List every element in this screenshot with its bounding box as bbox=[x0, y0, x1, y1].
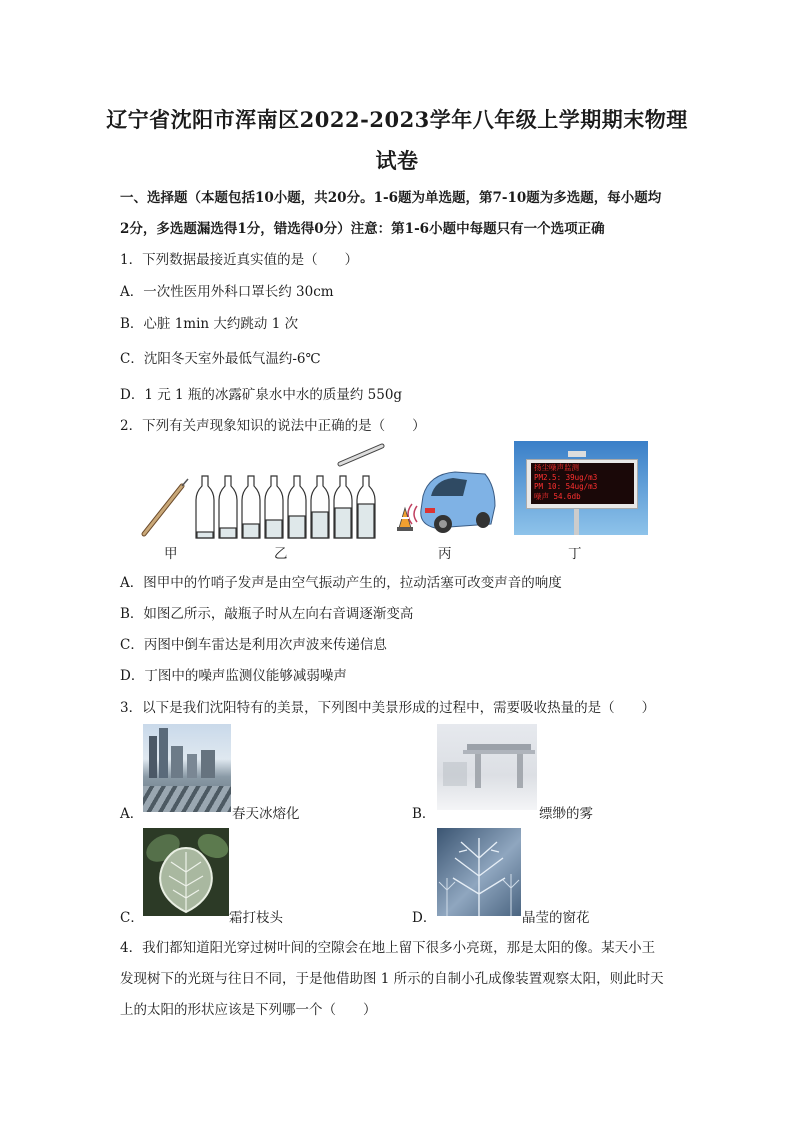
q3-stem: 3．以下是我们沈阳特有的美景，下列图中美景形成的过程中，需要吸收热量的是（ ） bbox=[120, 700, 656, 716]
q2-option-d: D．丁图中的噪声监测仪能够减弱噪声 bbox=[120, 668, 347, 684]
q3-caption-a: 春天冰熔化 bbox=[232, 806, 300, 822]
q2-option-a: A．图甲中的竹哨子发声是由空气振动产生的，拉动活塞可改变声音的响度 bbox=[120, 575, 562, 591]
bottle bbox=[334, 476, 352, 538]
q4-line2: 发现树下的光斑与往日不同，于是他借助图 1 所示的自制小孔成像装置观察太阳，则此时天 bbox=[120, 971, 664, 987]
section-instructions-line2: 2分，多选题漏选得1分，错选得0分）注意：第1-6小题中每题只有一个选项正确 bbox=[120, 221, 605, 237]
q1-stem: 1．下列数据最接近真实值的是（ ） bbox=[120, 252, 359, 268]
monitor-title: 扬尘噪声监测 bbox=[534, 463, 579, 472]
bottle bbox=[311, 476, 329, 538]
q2-option-c: C．丙图中倒车雷达是利用次声波来传递信息 bbox=[120, 637, 387, 653]
monitor-pm10: PM 10: 54ug/m3 bbox=[534, 482, 598, 491]
bottle bbox=[242, 476, 260, 538]
monitor-noise: 噪声 54.6db bbox=[534, 491, 581, 501]
q3-caption-c: 霜打枝头 bbox=[229, 910, 283, 926]
fig-label-yi: 乙 bbox=[274, 546, 288, 562]
fig-label-ding: 丁 bbox=[568, 546, 582, 562]
q3-caption-b: 缥缈的雾 bbox=[539, 806, 593, 822]
frost-leaf-photo bbox=[143, 828, 229, 916]
exam-title-line1: 辽宁省沈阳市浑南区2022-2023学年八年级上学期期末物理 bbox=[106, 107, 688, 132]
noise-monitor-photo bbox=[514, 441, 648, 535]
q3-letter-a: A． bbox=[120, 806, 144, 822]
q4-line1: 4．我们都知道阳光穿过树叶间的空隙会在地上留下很多小亮斑，那是太阳的像。某天小王 bbox=[120, 940, 656, 956]
q1-option-b: B．心脏 1min 大约跳动 1 次 bbox=[120, 316, 299, 332]
bottle bbox=[219, 476, 237, 538]
q1-option-a: A．一次性医用外科口罩长约 30cm bbox=[120, 284, 334, 300]
bottles-figure bbox=[190, 442, 385, 542]
q1-option-c: C．沈阳冬天室外最低气温约-6℃ bbox=[120, 351, 321, 367]
q1-option-d: D．1 元 1 瓶的冰露矿泉水中水的质量约 550g bbox=[120, 387, 403, 403]
fig-label-bing: 丙 bbox=[438, 546, 452, 562]
bottle bbox=[196, 476, 214, 538]
bamboo-whistle-figure bbox=[138, 478, 193, 540]
ice-melting-photo bbox=[143, 724, 231, 812]
bottle bbox=[265, 476, 283, 538]
q3-caption-d: 晶莹的窗花 bbox=[522, 910, 590, 926]
q2-option-b: B．如图乙所示，敲瓶子时从左向右音调逐渐变高 bbox=[120, 606, 414, 622]
bottle bbox=[288, 476, 306, 538]
q3-letter-d: D． bbox=[412, 910, 437, 926]
fog-photo bbox=[437, 724, 537, 810]
q3-letter-c: C． bbox=[120, 910, 144, 926]
window-frost-photo bbox=[437, 828, 521, 916]
section-instructions-line1: 一、选择题（本题包括10小题，共20分。1-6题为单选题，第7-10题为多选题，每小题均 bbox=[120, 190, 662, 206]
exam-title-line2: 试卷 bbox=[375, 148, 419, 173]
q2-stem: 2．下列有关声现象知识的说法中正确的是（ ） bbox=[120, 418, 426, 434]
q4-line3: 上的太阳的形状应该是下列哪一个（ ） bbox=[120, 1002, 377, 1018]
bottle bbox=[357, 476, 375, 538]
monitor-pm25: PM2.5: 39ug/m3 bbox=[534, 472, 598, 482]
fig-label-jia: 甲 bbox=[164, 546, 178, 562]
q3-letter-b: B． bbox=[412, 806, 436, 822]
reversing-car-figure bbox=[395, 466, 500, 540]
